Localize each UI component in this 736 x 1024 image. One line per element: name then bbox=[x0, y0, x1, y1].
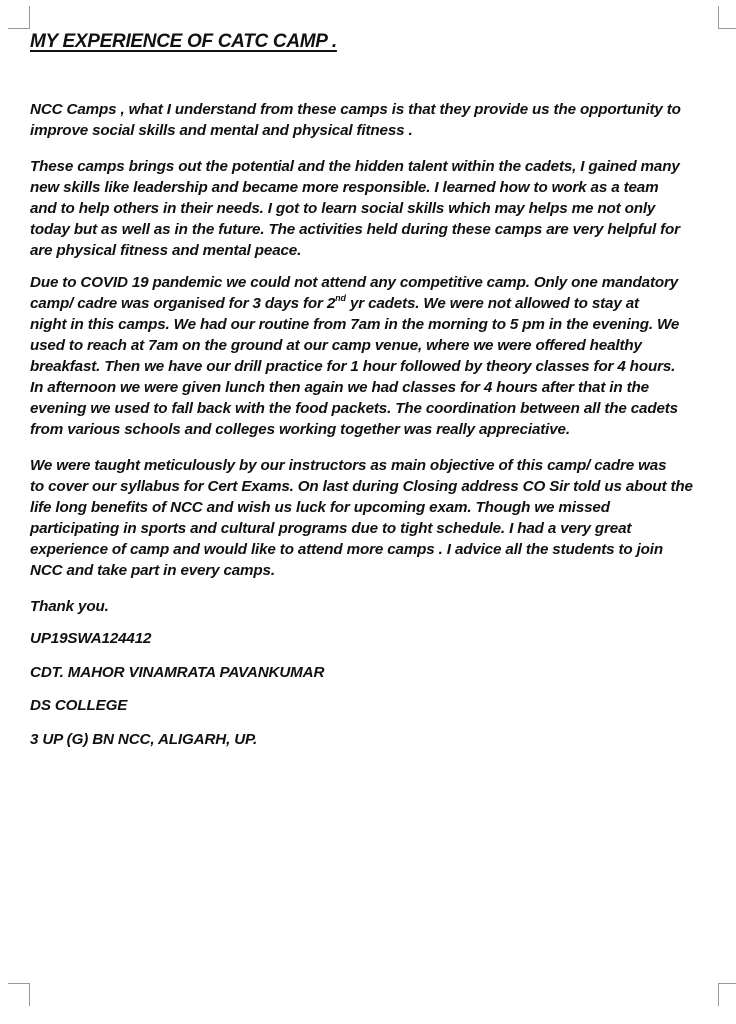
text-line: We were taught meticulously by our instructors as main objective of this camp/ cadre was bbox=[30, 457, 667, 474]
corner-mark-bottom-right-v bbox=[718, 983, 719, 1006]
paragraph-benefits bbox=[30, 156, 720, 261]
text-line bbox=[30, 293, 720, 314]
paragraph-intro bbox=[30, 99, 720, 141]
text-line: NCC and take part in every camps. bbox=[30, 562, 275, 579]
text-line: experience of camp and would like to attend more camps . I advice all the students to join bbox=[30, 541, 663, 558]
text-line: breakfast. Then we have our drill practice for 1 hour followed by theory classes for 4 hours. bbox=[30, 358, 676, 375]
corner-mark-top-left-v bbox=[29, 6, 30, 29]
unit-name: 3 UP (G) BN NCC, ALIGARH, UP. bbox=[30, 731, 258, 748]
corner-mark-top-right-h bbox=[718, 28, 736, 29]
corner-mark-top-right-v bbox=[718, 6, 719, 29]
corner-mark-bottom-left-h bbox=[8, 983, 30, 984]
text-line: These camps brings out the potential and the hidden talent within the cadets, I gained many bbox=[30, 158, 680, 175]
text-line: and to help others in their needs. I got to learn social skills which may helps me not only bbox=[30, 200, 656, 217]
text-segment: camp/ cadre was organised for 3 days for 2 bbox=[30, 295, 336, 312]
document-title: MY EXPERIENCE OF CATC CAMP . bbox=[30, 31, 337, 52]
paragraph-camp-routine bbox=[30, 272, 720, 440]
regimental-number: UP19SWA124412 bbox=[30, 630, 152, 647]
text-line: used to reach at 7am on the ground at our camp venue, where we were offered healthy bbox=[30, 337, 642, 354]
text-line: evening we used to fall back with the food packets. The coordination between all the cadets bbox=[30, 400, 678, 417]
college-name: DS COLLEGE bbox=[30, 697, 128, 714]
text-line: today but as well as in the future. The activities held during these camps are very helpful for bbox=[30, 221, 680, 238]
superscript-ordinal: nd bbox=[335, 293, 346, 303]
corner-mark-bottom-right-h bbox=[718, 983, 736, 984]
text-line: new skills like leadership and became more responsible. I learned how to work as a team bbox=[30, 179, 659, 196]
text-line: life long benefits of NCC and wish us luck for upcoming exam. Though we missed bbox=[30, 499, 610, 516]
text-line: are physical fitness and mental peace. bbox=[30, 242, 302, 259]
corner-mark-top-left-h bbox=[8, 28, 30, 29]
paragraph-conclusion bbox=[30, 455, 720, 581]
text-line: improve social skills and mental and physical fitness . bbox=[30, 122, 413, 139]
corner-mark-bottom-left-v bbox=[29, 983, 30, 1006]
text-line: NCC Camps , what I understand from these camps is that they provide us the opportunity to bbox=[30, 101, 681, 118]
text-line: participating in sports and cultural programs due to tight schedule. I had a very great bbox=[30, 520, 632, 537]
text-line: night in this camps. We had our routine from 7am in the morning to 5 pm in the evening. We bbox=[30, 316, 680, 333]
closing-text: Thank you. bbox=[30, 598, 109, 615]
text-line: from various schools and colleges working together was really appreciative. bbox=[30, 421, 570, 438]
text-line: to cover our syllabus for Cert Exams. On last during Closing address CO Sir told us about the bbox=[30, 478, 693, 495]
cadet-name: CDT. MAHOR VINAMRATA PAVANKUMAR bbox=[30, 664, 325, 681]
text-segment: yr cadets. We were not allowed to stay at bbox=[345, 295, 639, 312]
text-line: Due to COVID 19 pandemic we could not attend any competitive camp. Only one mandatory bbox=[30, 274, 679, 291]
text-line: In afternoon we were given lunch then again we had classes for 4 hours after that in the bbox=[30, 379, 649, 396]
